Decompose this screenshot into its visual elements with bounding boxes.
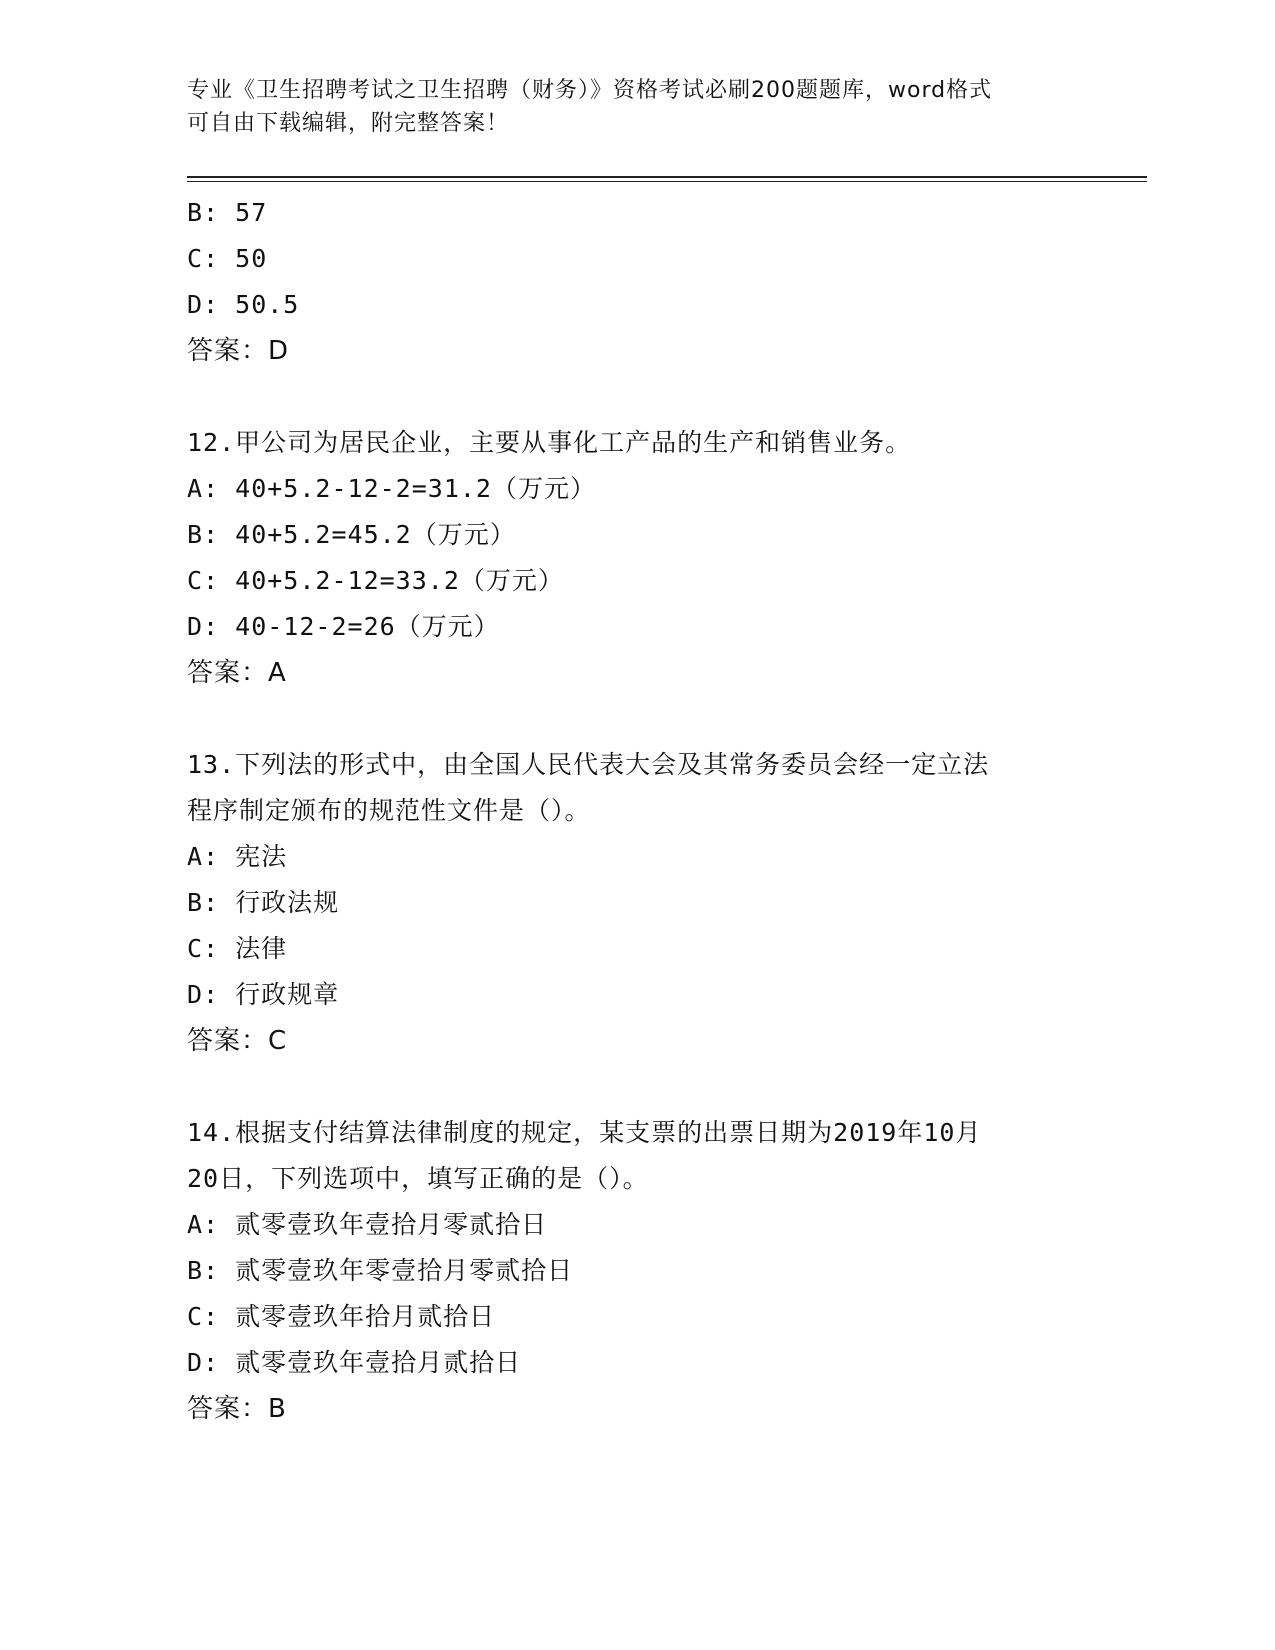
answer: 答案：D	[187, 336, 290, 366]
question-stem-line-1: 14.根据支付结算法律制度的规定，某支票的出票日期为2019年10月	[187, 1118, 982, 1147]
question-stem-line-2: 程序制定颁布的规范性文件是（）。	[187, 796, 591, 825]
question-stem-line-2: 20日，下列选项中，填写正确的是（）。	[187, 1164, 649, 1193]
option-d: D: 行政规章	[187, 980, 340, 1009]
option-b: B: 贰零壹玖年零壹拾月零贰拾日	[187, 1256, 574, 1285]
option-b: B: 40+5.2=45.2（万元）	[187, 520, 516, 549]
option-d: D: 40-12-2=26（万元）	[187, 612, 500, 641]
question-content	[187, 190, 1087, 1432]
header-line-1: 专业《卫生招聘考试之卫生招聘（财务）》资格考试必刷200题题库，word格式	[187, 78, 993, 103]
option-c: C: 贰零壹玖年拾月贰拾日	[187, 1302, 496, 1331]
question-14	[187, 1110, 1087, 1432]
option-b: B: 行政法规	[187, 888, 340, 917]
question-13	[187, 742, 1087, 1064]
option-d: D: 50.5	[187, 290, 300, 319]
option-d: D: 贰零壹玖年壹拾月贰拾日	[187, 1348, 522, 1377]
option-a: A: 贰零壹玖年壹拾月零贰拾日	[187, 1210, 548, 1239]
option-c: C: 法律	[187, 934, 288, 963]
previous-question-tail	[187, 190, 1087, 374]
question-stem: 12.甲公司为居民企业，主要从事化工产品的生产和销售业务。	[187, 428, 912, 457]
answer: 答案：A	[187, 658, 287, 688]
question-stem-line-1: 13.下列法的形式中，由全国人民代表大会及其常务委员会经一定立法	[187, 750, 990, 779]
header-rule-thin	[187, 181, 1147, 182]
answer: 答案：C	[187, 1026, 288, 1056]
question-12	[187, 420, 1087, 696]
option-c: C: 50	[187, 244, 268, 273]
answer: 答案：B	[187, 1394, 287, 1424]
option-a: A: 40+5.2-12-2=31.2（万元）	[187, 474, 596, 503]
header-line-2: 可自由下载编辑，附完整答案！	[187, 111, 510, 136]
option-b: B: 57	[187, 198, 268, 227]
option-c: C: 40+5.2-12=33.2（万元）	[187, 566, 564, 595]
document-header	[187, 74, 1067, 140]
header-rule-thick	[187, 176, 1147, 178]
option-a: A: 宪法	[187, 842, 288, 871]
